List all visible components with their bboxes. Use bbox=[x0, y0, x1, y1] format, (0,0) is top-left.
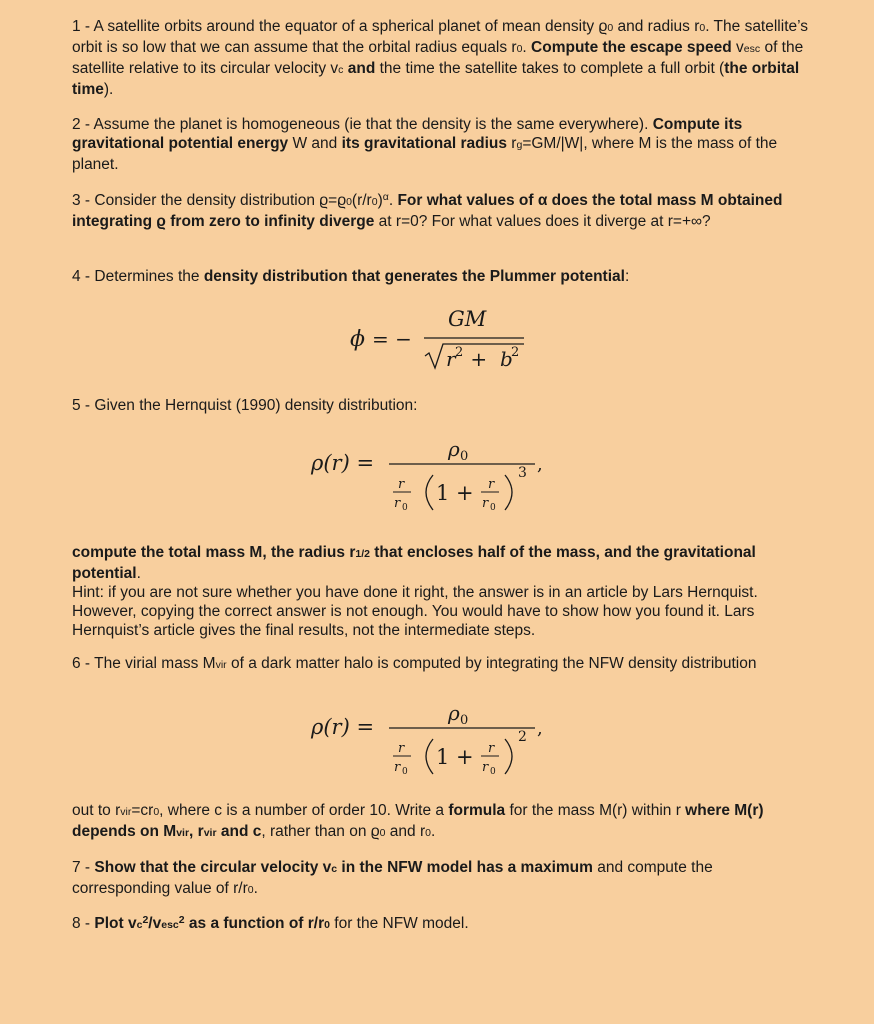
text: for the mass M(r) within r bbox=[505, 802, 686, 819]
text: ϱ bbox=[598, 18, 608, 35]
subscript: vir bbox=[203, 827, 217, 839]
superscript: 2 bbox=[142, 914, 149, 926]
subscript: c bbox=[331, 863, 338, 875]
bold-text: For what values of α does the total mass M obtained integrating ϱ from zero to infinity diverge bbox=[72, 192, 783, 230]
exponent: 2 bbox=[518, 729, 527, 745]
problem-1 bbox=[72, 17, 812, 99]
numerator-GM: GM bbox=[448, 307, 487, 331]
text: of a dark matter halo is computed by integrating the NFW density distribution bbox=[226, 655, 757, 672]
bold-text: , r bbox=[189, 823, 204, 840]
text: =GM/|W|, where M is the mass of the planet. bbox=[72, 135, 778, 173]
text: and radius r bbox=[613, 18, 700, 35]
bold-text: where M(r) depends on M bbox=[72, 802, 764, 840]
text: 5 - Given the Hernquist (1990) density distribution: bbox=[72, 397, 418, 414]
text: 1 - A satellite orbits around the equator of a spherical planet of mean density bbox=[72, 18, 599, 35]
text: out to r bbox=[72, 802, 121, 819]
bold-text: /v bbox=[148, 915, 162, 932]
bold-text: Show that the circular velocity v bbox=[94, 859, 332, 876]
text: : bbox=[624, 268, 630, 285]
num-rho-sub: 0 bbox=[460, 713, 469, 728]
text: ). bbox=[103, 81, 114, 98]
small-r0: r bbox=[482, 760, 489, 775]
text: (r/r bbox=[351, 192, 372, 209]
bold-text: Compute its gravitational potential energy bbox=[72, 116, 743, 152]
problem-6-task bbox=[72, 801, 812, 843]
small-r0-sub: 0 bbox=[402, 503, 408, 513]
text: 8 - bbox=[72, 915, 95, 932]
text: 3 - Consider the density distribution ϱ=ϱ bbox=[72, 192, 347, 209]
text: . bbox=[136, 565, 141, 582]
equals-minus: = − bbox=[372, 327, 412, 351]
lhs: ρ(r) = bbox=[311, 715, 375, 739]
superscript: 2 bbox=[178, 914, 185, 926]
problem-5-task bbox=[72, 543, 812, 640]
text: for the NFW model. bbox=[329, 915, 469, 932]
right-paren bbox=[505, 475, 512, 510]
plummer-equation bbox=[340, 300, 540, 380]
subscript: 0 bbox=[371, 196, 378, 208]
bold-text: compute the total mass M, the radius r bbox=[72, 544, 356, 561]
subscript: 0 bbox=[425, 827, 431, 839]
small-r0: r bbox=[394, 760, 401, 775]
text: 6 - The virial mass M bbox=[72, 655, 216, 672]
bold-text: its gravitational radius bbox=[341, 135, 507, 152]
one-plus: 1 + bbox=[436, 745, 474, 769]
small-r0-sub: 0 bbox=[402, 767, 408, 777]
bold-text: in the NFW model has a maximum bbox=[337, 859, 593, 876]
subscript: c bbox=[136, 919, 143, 931]
small-r: r bbox=[398, 477, 405, 492]
bold-text: and bbox=[347, 60, 376, 77]
subscript: 0 bbox=[699, 22, 706, 34]
right-paren bbox=[505, 739, 512, 774]
subscript: vir bbox=[215, 659, 227, 671]
subscript: 0 bbox=[153, 806, 160, 818]
problem-4 bbox=[72, 267, 812, 286]
text: and compute the corresponding value of r/r bbox=[72, 859, 713, 897]
nfw-equation bbox=[305, 692, 565, 788]
num-rho-sub: 0 bbox=[460, 449, 469, 464]
plummer-equation-svg bbox=[340, 300, 540, 380]
bold-text: that encloses half of the mass, and the gravitational potential bbox=[72, 544, 756, 582]
problem-3 bbox=[72, 191, 812, 231]
one-plus: 1 + bbox=[436, 481, 474, 505]
problem-6 bbox=[72, 654, 812, 675]
exponent: 3 bbox=[518, 465, 527, 481]
problem-8 bbox=[72, 914, 812, 935]
text: . bbox=[388, 192, 398, 209]
phi-symbol: ϕ bbox=[350, 327, 365, 352]
text: 2 - Assume the planet is homogeneous (ie that the density is the same everywhere). bbox=[72, 116, 653, 133]
subscript: g bbox=[516, 139, 523, 151]
small-r: r bbox=[488, 741, 495, 756]
subscript: 0 bbox=[324, 919, 330, 931]
small-r0-sub: 0 bbox=[490, 503, 496, 513]
bold-text: Plot v bbox=[94, 915, 137, 932]
text: 7 - bbox=[72, 859, 95, 876]
subscript: vir bbox=[120, 806, 132, 818]
num-rho: ρ bbox=[448, 701, 460, 725]
bold-text: as a function of r/r bbox=[184, 915, 325, 932]
subscript: esc bbox=[161, 919, 179, 931]
den-plus: + bbox=[464, 347, 494, 371]
small-r0: r bbox=[394, 496, 401, 511]
hint-text: Hint: if you are not sure whether you have done it right, the answer is in an article by Lars Hernquist. However, copying the correct answer is not enough. You would have to show how you found it. Lars Hernquist’s article gives the final results, not the intermediate steps. bbox=[72, 584, 758, 639]
text: r bbox=[507, 135, 517, 152]
subscript: c bbox=[338, 64, 344, 76]
lhs: ρ(r) = bbox=[311, 451, 375, 475]
bold-text: the orbital time bbox=[72, 60, 800, 98]
subscript: 0 bbox=[379, 827, 386, 839]
text: W and bbox=[288, 135, 342, 152]
subscript: 0 bbox=[516, 43, 523, 55]
text: =cr bbox=[131, 802, 154, 819]
left-paren bbox=[426, 739, 433, 774]
small-r0-sub: 0 bbox=[490, 767, 496, 777]
text: of the satellite relative to its circular velocity v bbox=[72, 39, 804, 77]
text: ) bbox=[377, 192, 383, 209]
problem-2 bbox=[72, 115, 812, 174]
bold-text: density distribution that generates the Plummer potential bbox=[203, 268, 625, 285]
subscript: vir bbox=[176, 827, 190, 839]
small-r0: r bbox=[482, 496, 489, 511]
den-r: r bbox=[446, 347, 456, 371]
small-r: r bbox=[398, 741, 405, 756]
subscript: 0 bbox=[247, 884, 254, 896]
num-rho: ρ bbox=[448, 437, 460, 461]
den-b-exp: 2 bbox=[511, 345, 520, 360]
subscript: esc bbox=[743, 43, 761, 55]
text: the time the satellite takes to complete a full orbit ( bbox=[375, 60, 725, 77]
text: v bbox=[731, 39, 744, 56]
problem-5 bbox=[72, 396, 812, 415]
text: and r bbox=[385, 823, 426, 840]
comma: , bbox=[537, 454, 543, 475]
problem-7 bbox=[72, 858, 812, 900]
small-r: r bbox=[488, 477, 495, 492]
den-b: b bbox=[500, 347, 513, 371]
text: at r=0? For what values does it diverge at r=+∞? bbox=[374, 213, 711, 230]
comma: , bbox=[537, 718, 543, 739]
text: . bbox=[253, 880, 258, 897]
subscript: 1/2 bbox=[355, 548, 370, 560]
bold-text: formula bbox=[448, 802, 506, 819]
text: , rather than on ϱ bbox=[261, 823, 380, 840]
nfw-equation-svg bbox=[305, 692, 565, 788]
left-paren bbox=[426, 475, 433, 510]
text: . bbox=[522, 39, 532, 56]
text: 4 - Determines the bbox=[72, 268, 204, 285]
text: . bbox=[430, 823, 436, 840]
subscript: 0 bbox=[346, 196, 352, 208]
superscript: α bbox=[382, 191, 389, 203]
subscript: 0 bbox=[607, 22, 614, 34]
text: . The satellite’s orbit is so low that we can assume that the orbital radius equals r bbox=[72, 18, 809, 56]
den-r-exp: 2 bbox=[455, 345, 464, 360]
text: , where c is a number of order 10. Write a bbox=[159, 802, 449, 819]
bold-text: Compute the escape speed bbox=[531, 39, 732, 56]
bold-text: and c bbox=[216, 823, 262, 840]
hernquist-equation bbox=[305, 428, 565, 524]
hernquist-equation-svg bbox=[305, 428, 565, 524]
